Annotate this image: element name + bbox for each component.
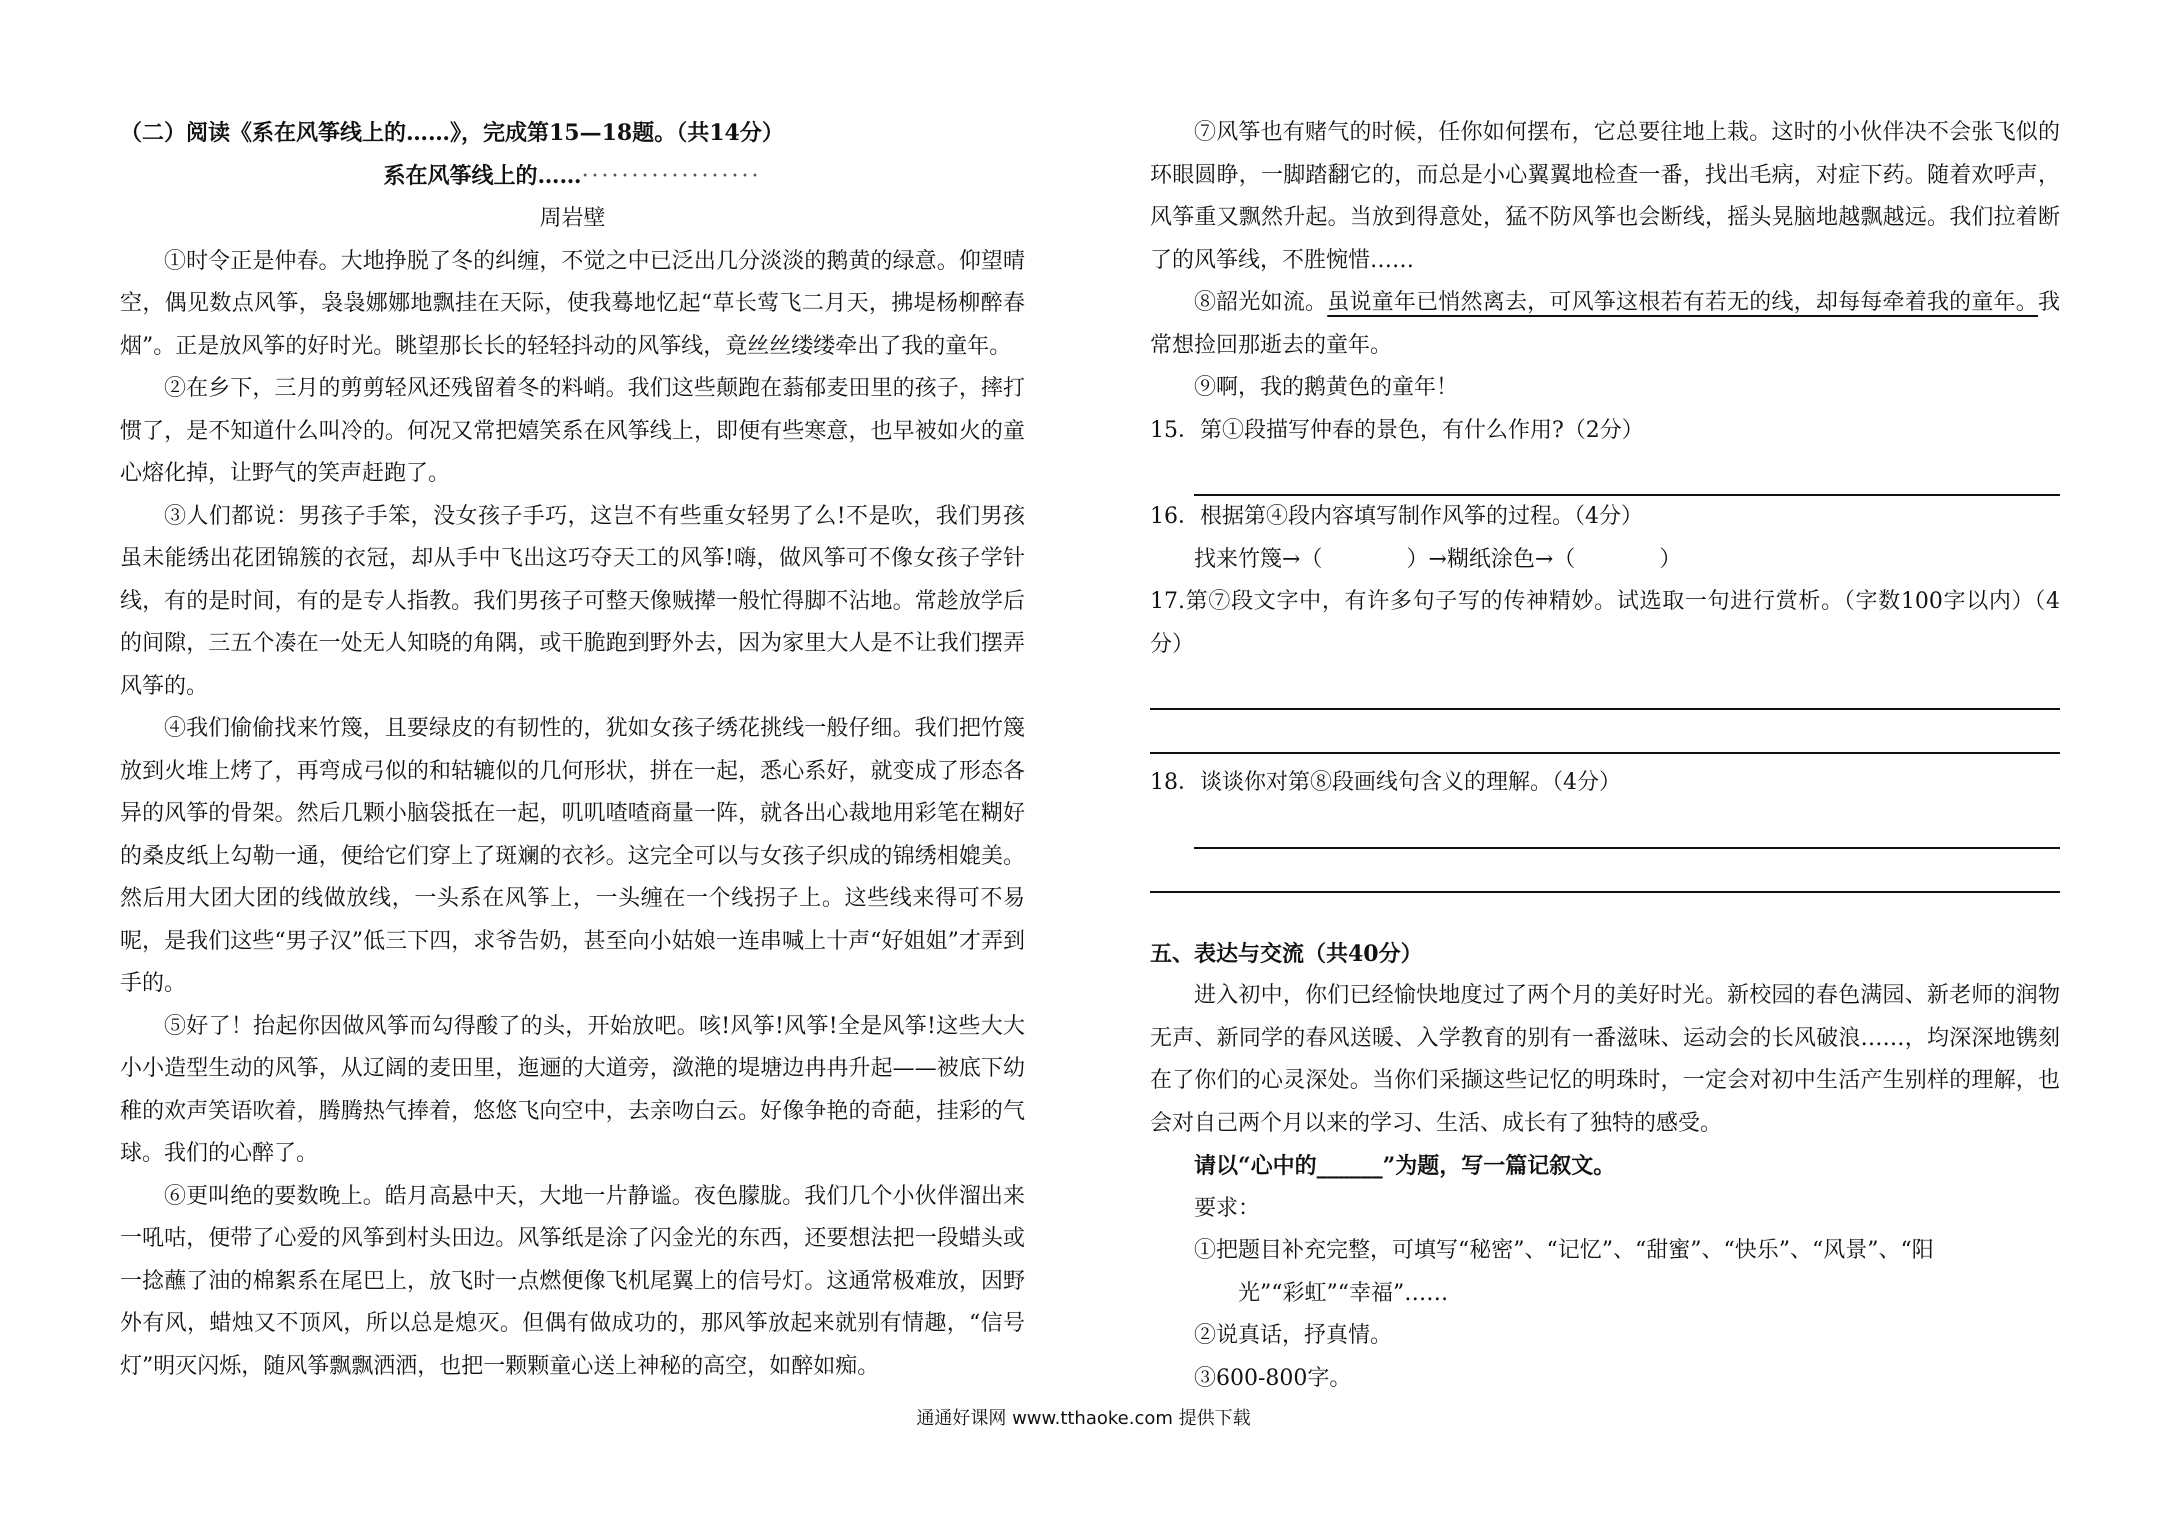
paragraph-8 [1150, 282, 2060, 367]
requirement-3: ③600-800字。 [1194, 1365, 1352, 1391]
question-16-fill [1150, 539, 2060, 582]
paragraph-7: ⑦风筝也有赌气的时候，任你如何摆布，它总要往地上栽。这时的小伙伴决不会张飞似的环眼圆睁，一脚踏翻它的，而总是小心翼翼地检查一番，找出毛病，对症下药。随着欢呼声，风筝重又飘然升起。当放到得意处，猛不防风筝也会断线，摇头晃脑地越飘越远。我们拉着断了的风筝线，不胜惋惜…… [1150, 120, 2060, 273]
question-17: 17.第⑦段文字中，有许多句子写的传神精妙。试选取一句进行赏析。（字数100字以内）（4分） [1150, 589, 2060, 657]
answer-line-17b[interactable] [1150, 710, 2060, 754]
paragraph-5: ⑤好了！抬起你因做风筝而勾得酸了的头，开始放吧。咳!风筝!风筝!全是风筝!这些大大小小造型生动的风筝，从辽阔的麦田里，迤逦的大道旁，潋滟的堤塘边冉冉升起——被底下幼稚的欢声笑语吹着，腾腾热气捧着，悠悠飞向空中，去亲吻白云。好像争艳的奇葩，挂彩的气球。我们的心醉了。 [120, 1013, 1025, 1166]
answer-line-15[interactable] [1194, 452, 2060, 496]
requirement-2: ②说真话，抒真情。 [1194, 1323, 1393, 1348]
requirement-1-cont: 光”“彩虹”“幸福”…… [1238, 1280, 1449, 1306]
question-15: 15．第①段描写仲春的景色，有什么作用?（2分） [1150, 417, 1644, 443]
section-5-intro: 进入初中，你们已经愉快地度过了两个月的美好时光。新校园的春色满园、新老师的润物无声、新同学的春风送暖、入学教育的别有一番滋味、运动会的长风破浪……，均深深地镌刻在了你们的心灵深处。当你们采撷这些记忆的明珠时，一定会对初中生活产生别样的理解，也会对自己两个月以来的学习、生活、成长有了独特的感受。 [1150, 983, 2060, 1136]
section-heading: （二）阅读《系在风筝线上的……》，完成第15—18题。（共14分） [120, 120, 784, 146]
question-16: 16．根据第④段内容填写制作风筝的过程。（4分） [1150, 504, 1643, 529]
paragraph-1: ①时令正是仲春。大地挣脱了冬的纠缠，不觉之中已泛出几分淡淡的鹅黄的绿意。仰望晴空，偶见数点风筝，袅袅娜娜地飘挂在天际，使我蓦地忆起“草长莺飞二月天，拂堤杨柳醉春烟”。正是放风筝的好时光。眺望那长长的轻轻抖动的风筝线，竟丝丝缕缕牵出了我的童年。 [120, 248, 1025, 359]
left-column [120, 112, 1025, 1388]
underlined-sentence: 虽说童年已悄然离去，可风筝这根若有若无的线，却每每牵着我的童年。 [1327, 290, 2038, 315]
paragraph-8-end: 我常想捡回那逝去的童年。 [1150, 290, 2060, 358]
fill-part-a: 找来竹篾→（ [1194, 546, 1323, 572]
title-dots: ·················· [581, 163, 762, 189]
article-title [120, 155, 1025, 199]
writing-prompt: 请以“心中的______”为题，写一篇记叙文。 [1194, 1153, 1616, 1179]
fill-part-b: ）→糊纸涂色→（ [1406, 546, 1576, 572]
paragraph-6: ⑥更叫绝的要数晚上。皓月高悬中天，大地一片静谧。夜色朦胧。我们几个小伙伴溜出来一吼咕，便带了心爱的风筝到村头田边。风筝纸是涂了闪金光的东西，还要想法把一段蜡头或一捻蘸了油的棉絮系在尾巴上，放飞时一点燃便像飞机尾翼上的信号灯。这通常极难放，因野外有风，蜡烛又不顶风，所以总是熄灭。但偶有做成功的，那风筝放起来就别有情趣，“信号灯”明灭闪烁，随风筝飘飘洒洒，也把一颗颗童心送上神秘的高空，如醉如痴。 [120, 1183, 1025, 1379]
answer-line-17a[interactable] [1150, 666, 2060, 710]
answer-line-18b[interactable] [1150, 849, 2060, 893]
requirement-1: ①把题目补充完整，可填写“秘密”、“记忆”、“甜蜜”、“快乐”、“风景”、“阳 [1194, 1238, 1934, 1263]
answer-line-18a[interactable] [1194, 805, 2060, 849]
article-author: 周岩壁 [539, 206, 606, 231]
section-5-heading: 五、表达与交流（共40分） [1150, 940, 1423, 967]
paragraph-8-start: ⑧韶光如流。 [1194, 290, 1328, 315]
paragraph-9: ⑨啊，我的鹅黄色的童年！ [1194, 375, 1459, 400]
question-18: 18．谈谈你对第⑧段画线句含义的理解。（4分） [1150, 770, 1621, 795]
paragraph-4: ④我们偷偷找来竹篾，且要绿皮的有韧性的，犹如女孩子绣花挑线一般仔细。我们把竹篾放到火堆上烤了，再弯成弓似的和轱辘似的几何形状，拼在一起，悉心系好，就变成了形态各异的风筝的骨架。然后几颗小脑袋抵在一起，叽叽喳喳商量一阵，就各出心裁地用彩笔在糊好的桑皮纸上勾勒一通，便给它们穿上了斑斓的衣衫。这完全可以与女孩子织成的锦绣相媲美。然后用大团大团的线做放线，一头系在风筝上，一头缠在一个线拐子上。这些线来得可不易呢，是我们这些“男子汉”低三下四，求爷告奶，甚至向小姑娘一连串喊上十声“好姐姐”才弄到手的。 [120, 716, 1025, 996]
footer-credit: 通通好课网 www.tthaoke.com 提供下载 [916, 1408, 1251, 1429]
right-column [1150, 112, 2060, 1400]
paragraph-2: ②在乡下，三月的剪剪轻风还残留着冬的料峭。我们这些颠跑在蓊郁麦田里的孩子，摔打惯了，是不知道什么叫冷的。何况又常把嬉笑系在风筝线上，即便有些寒意，也早被如火的童心熔化掉，让野气的笑声赶跑了。 [120, 376, 1025, 486]
article-title-text: 系在风筝线上的…… [383, 162, 582, 189]
requirements-label: 要求： [1194, 1195, 1261, 1221]
fill-part-c: ） [1659, 546, 1682, 572]
paragraph-3: ③人们都说：男孩子手笨，没女孩子手巧，这岂不有些重女轻男了么!不是吹，我们男孩虽未能绣出花团锦簇的衣冠，却从手中飞出这巧夺天工的风筝!嗨，做风筝可不像女孩子学针线，有的是时间，有的是专人指教。我们男孩子可整天像贼撵一般忙得脚不沾地。常趁放学后的间隙，三五个凑在一处无人知晓的角隅，或干脆跑到野外去，因为家里大人是不让我们摆弄风筝的。 [120, 503, 1025, 699]
